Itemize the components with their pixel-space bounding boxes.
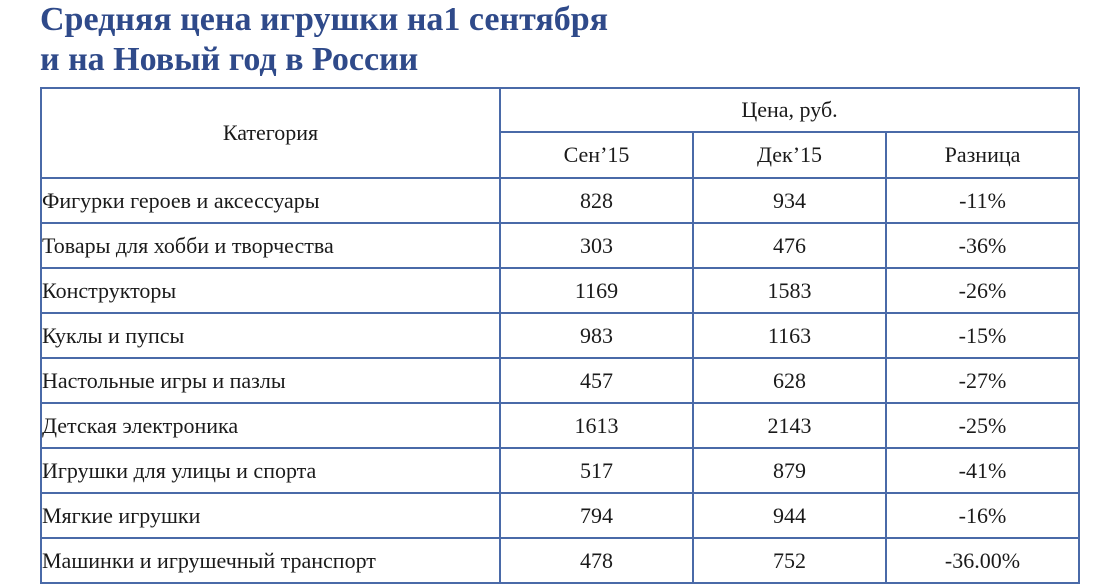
dec-column-header: Дек’15 <box>693 132 886 178</box>
sep-price-cell: 303 <box>500 223 693 268</box>
table-row <box>41 313 1079 358</box>
diff-cell: -27% <box>886 358 1079 403</box>
category-cell: Мягкие игрушки <box>41 493 500 538</box>
diff-cell: -41% <box>886 448 1079 493</box>
table-row <box>41 223 1079 268</box>
price-group-header: Цена, руб. <box>500 88 1079 132</box>
sep-price-cell: 517 <box>500 448 693 493</box>
sep-price-cell: 828 <box>500 178 693 223</box>
diff-cell: -36.00% <box>886 538 1079 583</box>
table-row <box>41 403 1079 448</box>
price-table <box>40 87 1080 584</box>
category-cell: Игрушки для улицы и спорта <box>41 448 500 493</box>
category-cell: Детская электроника <box>41 403 500 448</box>
sep-price-cell: 1613 <box>500 403 693 448</box>
dec-price-cell: 879 <box>693 448 886 493</box>
dec-price-cell: 944 <box>693 493 886 538</box>
diff-cell: -25% <box>886 403 1079 448</box>
table-row <box>41 178 1079 223</box>
diff-column-header: Разница <box>886 132 1079 178</box>
title-line-2: и на Новый год в России <box>40 41 419 78</box>
dec-price-cell: 476 <box>693 223 886 268</box>
diff-cell: -15% <box>886 313 1079 358</box>
dec-price-cell: 1163 <box>693 313 886 358</box>
diff-cell: -11% <box>886 178 1079 223</box>
category-column-header: Категория <box>41 88 500 178</box>
dec-price-cell: 2143 <box>693 403 886 448</box>
category-cell: Куклы и пупсы <box>41 313 500 358</box>
table-row <box>41 538 1079 583</box>
dec-price-cell: 1583 <box>693 268 886 313</box>
table-row <box>41 448 1079 493</box>
diff-cell: -26% <box>886 268 1079 313</box>
sep-price-cell: 983 <box>500 313 693 358</box>
table-header <box>41 88 1079 178</box>
table-row <box>41 358 1079 403</box>
dec-price-cell: 934 <box>693 178 886 223</box>
sep-price-cell: 1169 <box>500 268 693 313</box>
category-cell: Настольные игры и пазлы <box>41 358 500 403</box>
category-cell: Товары для хобби и творчества <box>41 223 500 268</box>
sep-column-header: Сен’15 <box>500 132 693 178</box>
title-line-1: Средняя цена игрушки на1 сентября <box>40 1 609 38</box>
category-cell: Машинки и игрушечный транспорт <box>41 538 500 583</box>
table-row <box>41 268 1079 313</box>
diff-cell: -16% <box>886 493 1079 538</box>
sep-price-cell: 457 <box>500 358 693 403</box>
page-title <box>40 0 608 80</box>
category-cell: Фигурки героев и аксессуары <box>41 178 500 223</box>
sep-price-cell: 794 <box>500 493 693 538</box>
table-row <box>41 493 1079 538</box>
diff-cell: -36% <box>886 223 1079 268</box>
table-body <box>41 178 1079 583</box>
header-row-1 <box>41 88 1079 132</box>
dec-price-cell: 628 <box>693 358 886 403</box>
dec-price-cell: 752 <box>693 538 886 583</box>
sep-price-cell: 478 <box>500 538 693 583</box>
category-cell: Конструкторы <box>41 268 500 313</box>
